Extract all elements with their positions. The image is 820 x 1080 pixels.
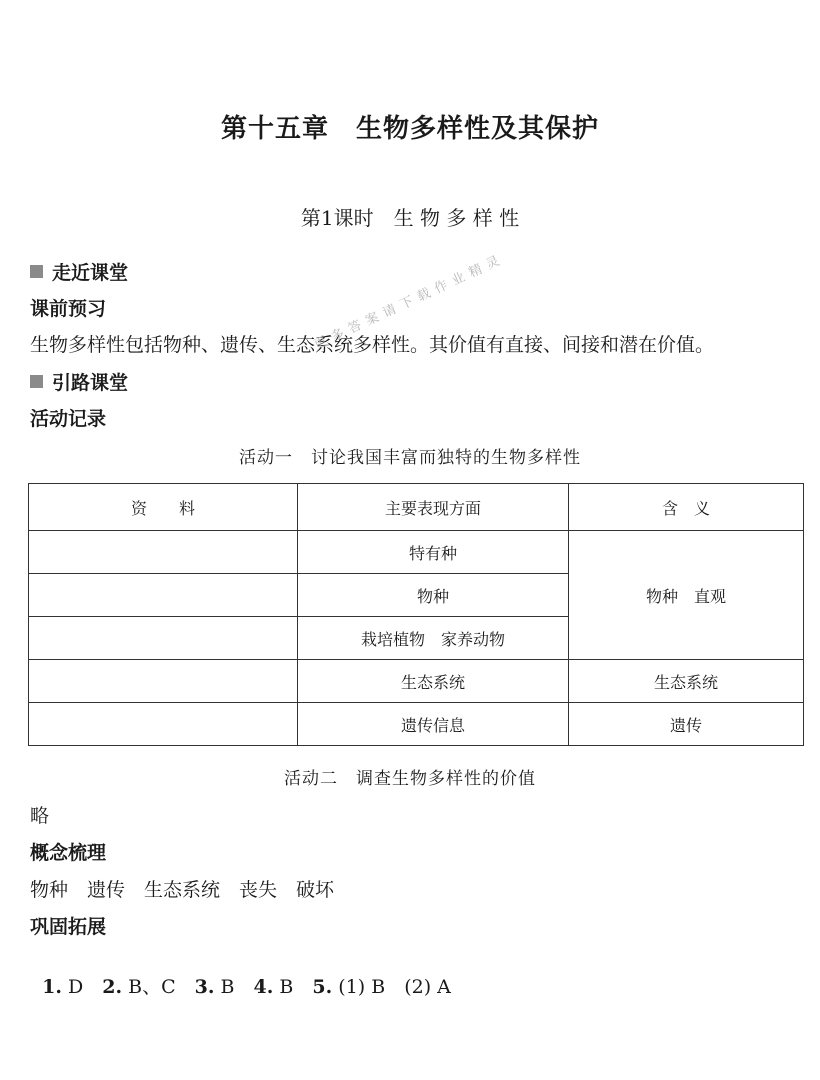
activity-record-heading: 活动记录 xyxy=(30,408,107,430)
activity2-answer: 略 xyxy=(30,805,50,827)
answer-value: (1) B (2) A xyxy=(338,976,451,998)
cell-material xyxy=(29,531,298,574)
cell-material xyxy=(29,617,298,660)
cell-aspect: 特有种 xyxy=(298,531,569,574)
cell-material xyxy=(29,660,298,703)
answer-value: B xyxy=(279,976,294,998)
table-header-row xyxy=(29,484,804,531)
cell-material xyxy=(29,574,298,617)
section-approach-label: 走近课堂 xyxy=(52,262,129,284)
answer-num: 1. xyxy=(42,976,62,998)
header-aspect: 主要表现方面 xyxy=(298,484,569,531)
activity2-title: 活动二 调查生物多样性的价值 xyxy=(284,769,536,789)
answer-value: B、C xyxy=(128,976,176,998)
answer-num: 2. xyxy=(102,976,123,998)
cell-aspect: 物种 xyxy=(298,574,569,617)
table-row xyxy=(29,660,804,703)
answer-value: B xyxy=(220,976,235,998)
section-guide-label: 引路课堂 xyxy=(52,372,129,394)
section-guide xyxy=(30,368,128,395)
activity1-title: 活动一 讨论我国丰富而独特的生物多样性 xyxy=(239,448,581,468)
answer-num: 5. xyxy=(312,976,333,998)
preview-heading: 课前预习 xyxy=(30,298,107,320)
cell-aspect: 遗传信息 xyxy=(298,703,569,746)
section-approach xyxy=(30,258,128,285)
chapter-title: 第十五章 生物多样性及其保护 xyxy=(220,114,599,144)
concept-heading: 概念梳理 xyxy=(30,842,107,864)
concept-text: 物种 遗传 生态系统 丧失 破坏 xyxy=(30,879,335,901)
header-meaning: 含 义 xyxy=(569,484,804,531)
cell-meaning: 生态系统 xyxy=(569,660,804,703)
activity1-table xyxy=(28,483,804,746)
watermark: 更多答案请下载作业精灵 xyxy=(311,251,508,354)
lesson-title: 第1课时 生 物 多 样 性 xyxy=(300,206,520,230)
table-row xyxy=(29,531,804,574)
cell-aspect: 生态系统 xyxy=(298,660,569,703)
answer-num: 3. xyxy=(194,976,215,998)
header-material: 资 料 xyxy=(29,484,298,531)
cell-meaning-merged: 物种 直观 xyxy=(569,531,804,660)
section-square-icon xyxy=(30,265,43,278)
answer-list xyxy=(30,950,451,999)
cell-aspect: 栽培植物 家养动物 xyxy=(298,617,569,660)
answer-value: D xyxy=(67,976,84,998)
answer-num: 4. xyxy=(253,976,274,998)
preview-text: 生物多样性包括物种、遗传、生态系统多样性。其价值有直接、间接和潜在价值。 xyxy=(30,334,715,356)
consolidate-heading: 巩固拓展 xyxy=(30,916,107,938)
cell-meaning: 遗传 xyxy=(569,703,804,746)
table-row xyxy=(29,703,804,746)
section-square-icon xyxy=(30,375,43,388)
cell-material xyxy=(29,703,298,746)
